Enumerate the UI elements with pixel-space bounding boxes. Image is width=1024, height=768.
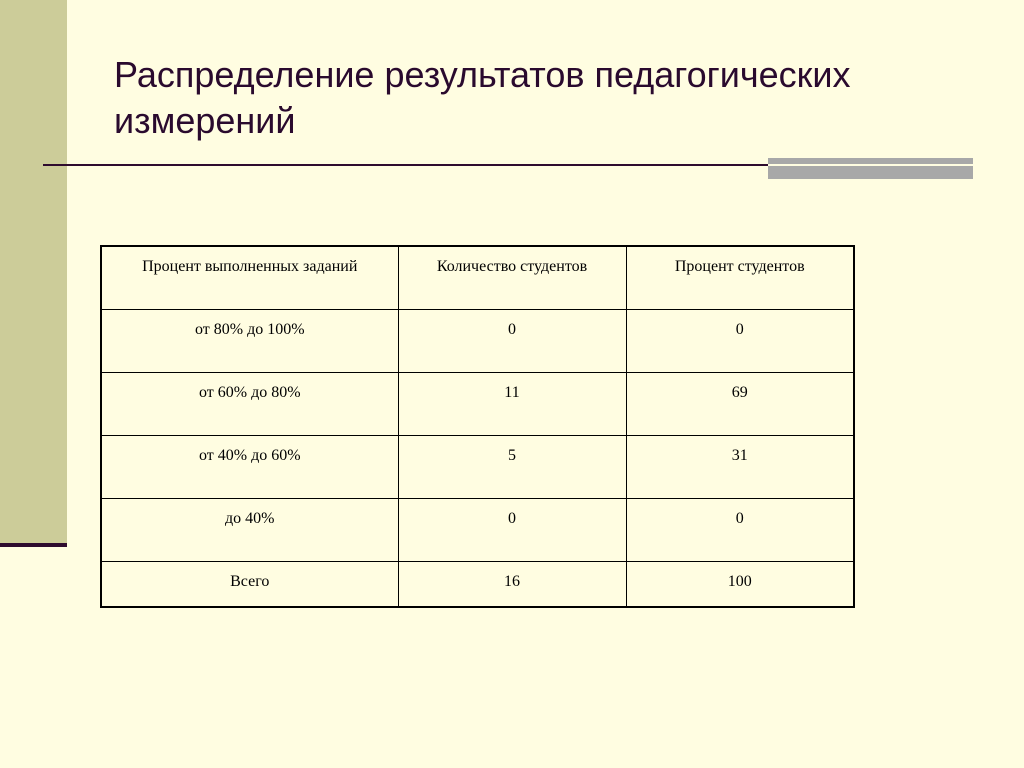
header-cell-student-count: Количество студентов [398, 246, 626, 309]
table-cell: 100 [626, 561, 854, 607]
table-cell: Всего [101, 561, 398, 607]
table-cell: 5 [398, 435, 626, 498]
slide-title: Распределение результатов педагогических измерений [114, 54, 851, 141]
table-cell: 16 [398, 561, 626, 607]
table-cell: до 40% [101, 498, 398, 561]
side-rule [0, 543, 67, 547]
table-cell: 69 [626, 372, 854, 435]
table-row [101, 498, 854, 561]
table-row [101, 435, 854, 498]
table-total-row [101, 561, 854, 607]
table-cell: от 60% до 80% [101, 372, 398, 435]
table-cell: 0 [398, 498, 626, 561]
header-cell-student-percent: Процент студентов [626, 246, 854, 309]
table-cell: 31 [626, 435, 854, 498]
table-cell: 0 [626, 498, 854, 561]
accent-bar [768, 158, 973, 179]
table-row [101, 372, 854, 435]
header-cell-percent-completed: Процент выполненных заданий [101, 246, 398, 309]
side-band [0, 0, 67, 545]
table-cell: 11 [398, 372, 626, 435]
table-cell: 0 [626, 309, 854, 372]
table-cell: 0 [398, 309, 626, 372]
table-header-row [101, 246, 854, 309]
table-cell: от 40% до 60% [101, 435, 398, 498]
table-row [101, 309, 854, 372]
table-cell: от 80% до 100% [101, 309, 398, 372]
results-table [100, 245, 855, 608]
